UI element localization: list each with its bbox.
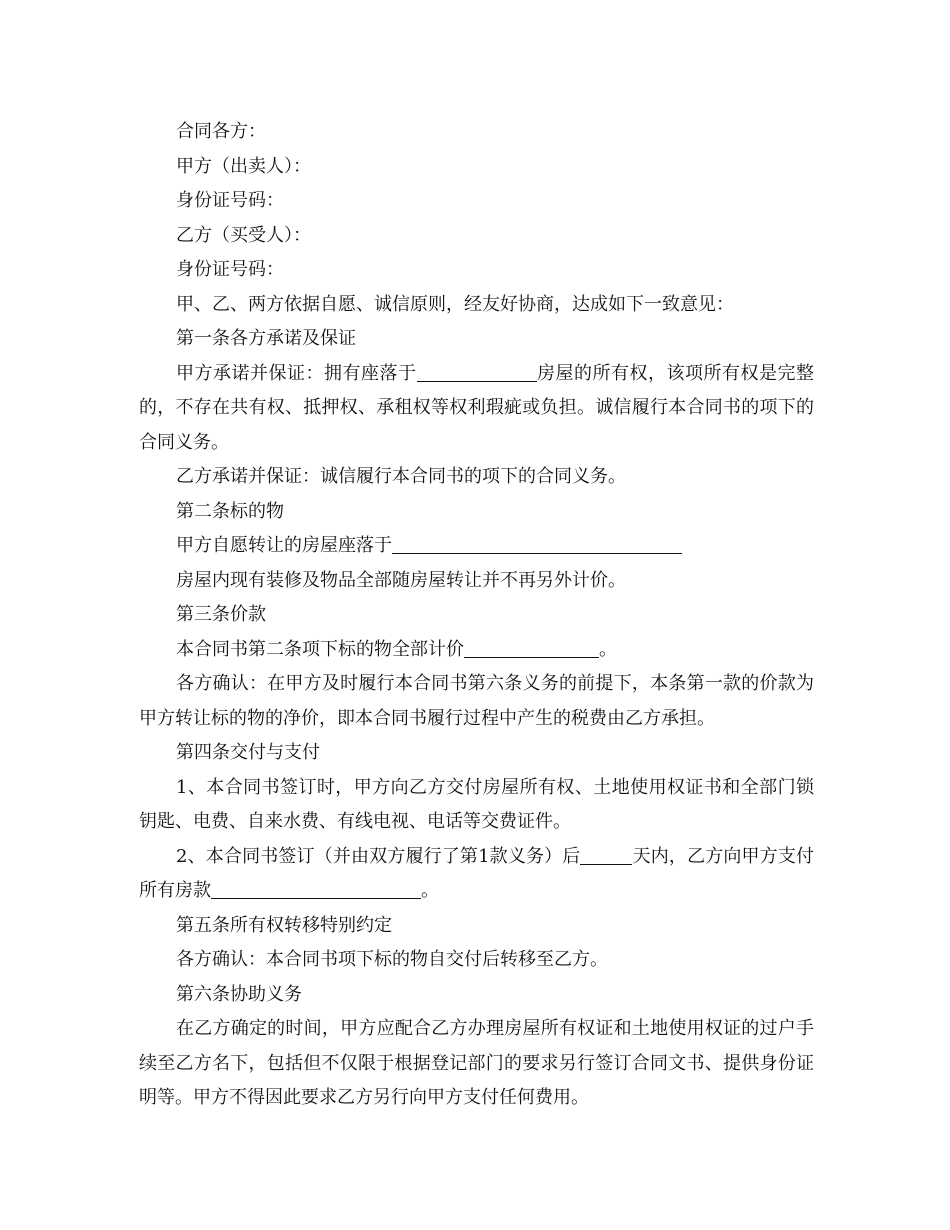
article-2-location (139, 529, 814, 564)
property-location-blank (417, 359, 537, 382)
location-text: 甲方自愿转让的房屋座落于 (176, 535, 392, 556)
article-4-clause-2 (139, 840, 814, 909)
clause-2-text-start: 2、本合同书签订（并由双方履行了第1款义务）后 (176, 845, 581, 867)
article-3-heading: 第三条价款 (176, 604, 266, 625)
clause-2-text-end: 。 (421, 880, 439, 901)
article-2-fixtures: 房屋内现有装修及物品全部随房屋转让并不再另外计价。 (176, 569, 626, 591)
article-5-confirmation: 各方确认：本合同书项下标的物自交付后转移至乙方。 (176, 949, 608, 970)
days-blank (580, 842, 632, 865)
contract-body (139, 115, 814, 1116)
article-1-party-b-warranty: 乙方承诺并保证：诚信履行本合同书的项下的合同义务。 (176, 466, 626, 487)
article-6-heading: 第六条协助义务 (176, 983, 302, 1005)
price-blank (464, 635, 599, 658)
price-text-end: 。 (599, 638, 617, 660)
house-location-blank (392, 531, 682, 554)
warranty-text-start: 甲方承诺并保证：拥有座落于 (176, 362, 417, 384)
party-b-line: 乙方（买受人）： (176, 224, 311, 246)
article-6-assistance: 在乙方确定的时间，甲方应配合乙方办理房屋所有权证和土地使用权证的过户手续至乙方名下，包括但不仅限于根据登记部门的要求另行签订合同文书、提供身份证明等。甲方不得因此要求乙方另行向甲方支付任何费用。 (139, 1018, 814, 1108)
article-5-heading: 第五条所有权转移特别约定 (176, 914, 392, 936)
agreement-intro: 甲、乙、两方依据自愿、诚信原则，经友好协商，达成如下一致意见： (176, 293, 734, 315)
article-1-party-a-warranty (139, 357, 814, 461)
article-4-clause-1: 1、本合同书签订时，甲方向乙方交付房屋所有权、土地使用权证书和全部门锁钥匙、电费、自来水费、有线电视、电话等交费证件。 (139, 776, 814, 832)
parties-heading: 合同各方： (176, 121, 266, 142)
warranty-text-end: 房屋的所有权，该项所有权是完整的，不存在共有权、抵押权、承租权等权利瑕疵或负担。诚信履行本合同书的项下的合同义务。 (139, 362, 814, 453)
article-3-confirmation: 各方确认：在甲方及时履行本合同书第六条义务的前提下，本条第一款的价款为甲方转让标的物的净价，即本合同书履行过程中产生的税费由乙方承担。 (139, 673, 814, 729)
party-a-line: 甲方（出卖人）： (176, 155, 311, 177)
article-1-heading: 第一条各方承诺及保证 (176, 328, 356, 349)
article-3-price (139, 633, 814, 668)
price-text: 本合同书第二条项下标的物全部计价 (176, 638, 464, 660)
party-b-id-line: 身份证号码： (176, 259, 284, 280)
party-a-id-line: 身份证号码： (176, 190, 284, 211)
clause-2-text-mid: 天内，乙方向甲方支付所有房款 (139, 845, 814, 901)
article-4-heading: 第四条交付与支付 (176, 742, 320, 763)
article-2-heading: 第二条标的物 (176, 500, 284, 522)
payment-amount-blank (211, 876, 421, 899)
